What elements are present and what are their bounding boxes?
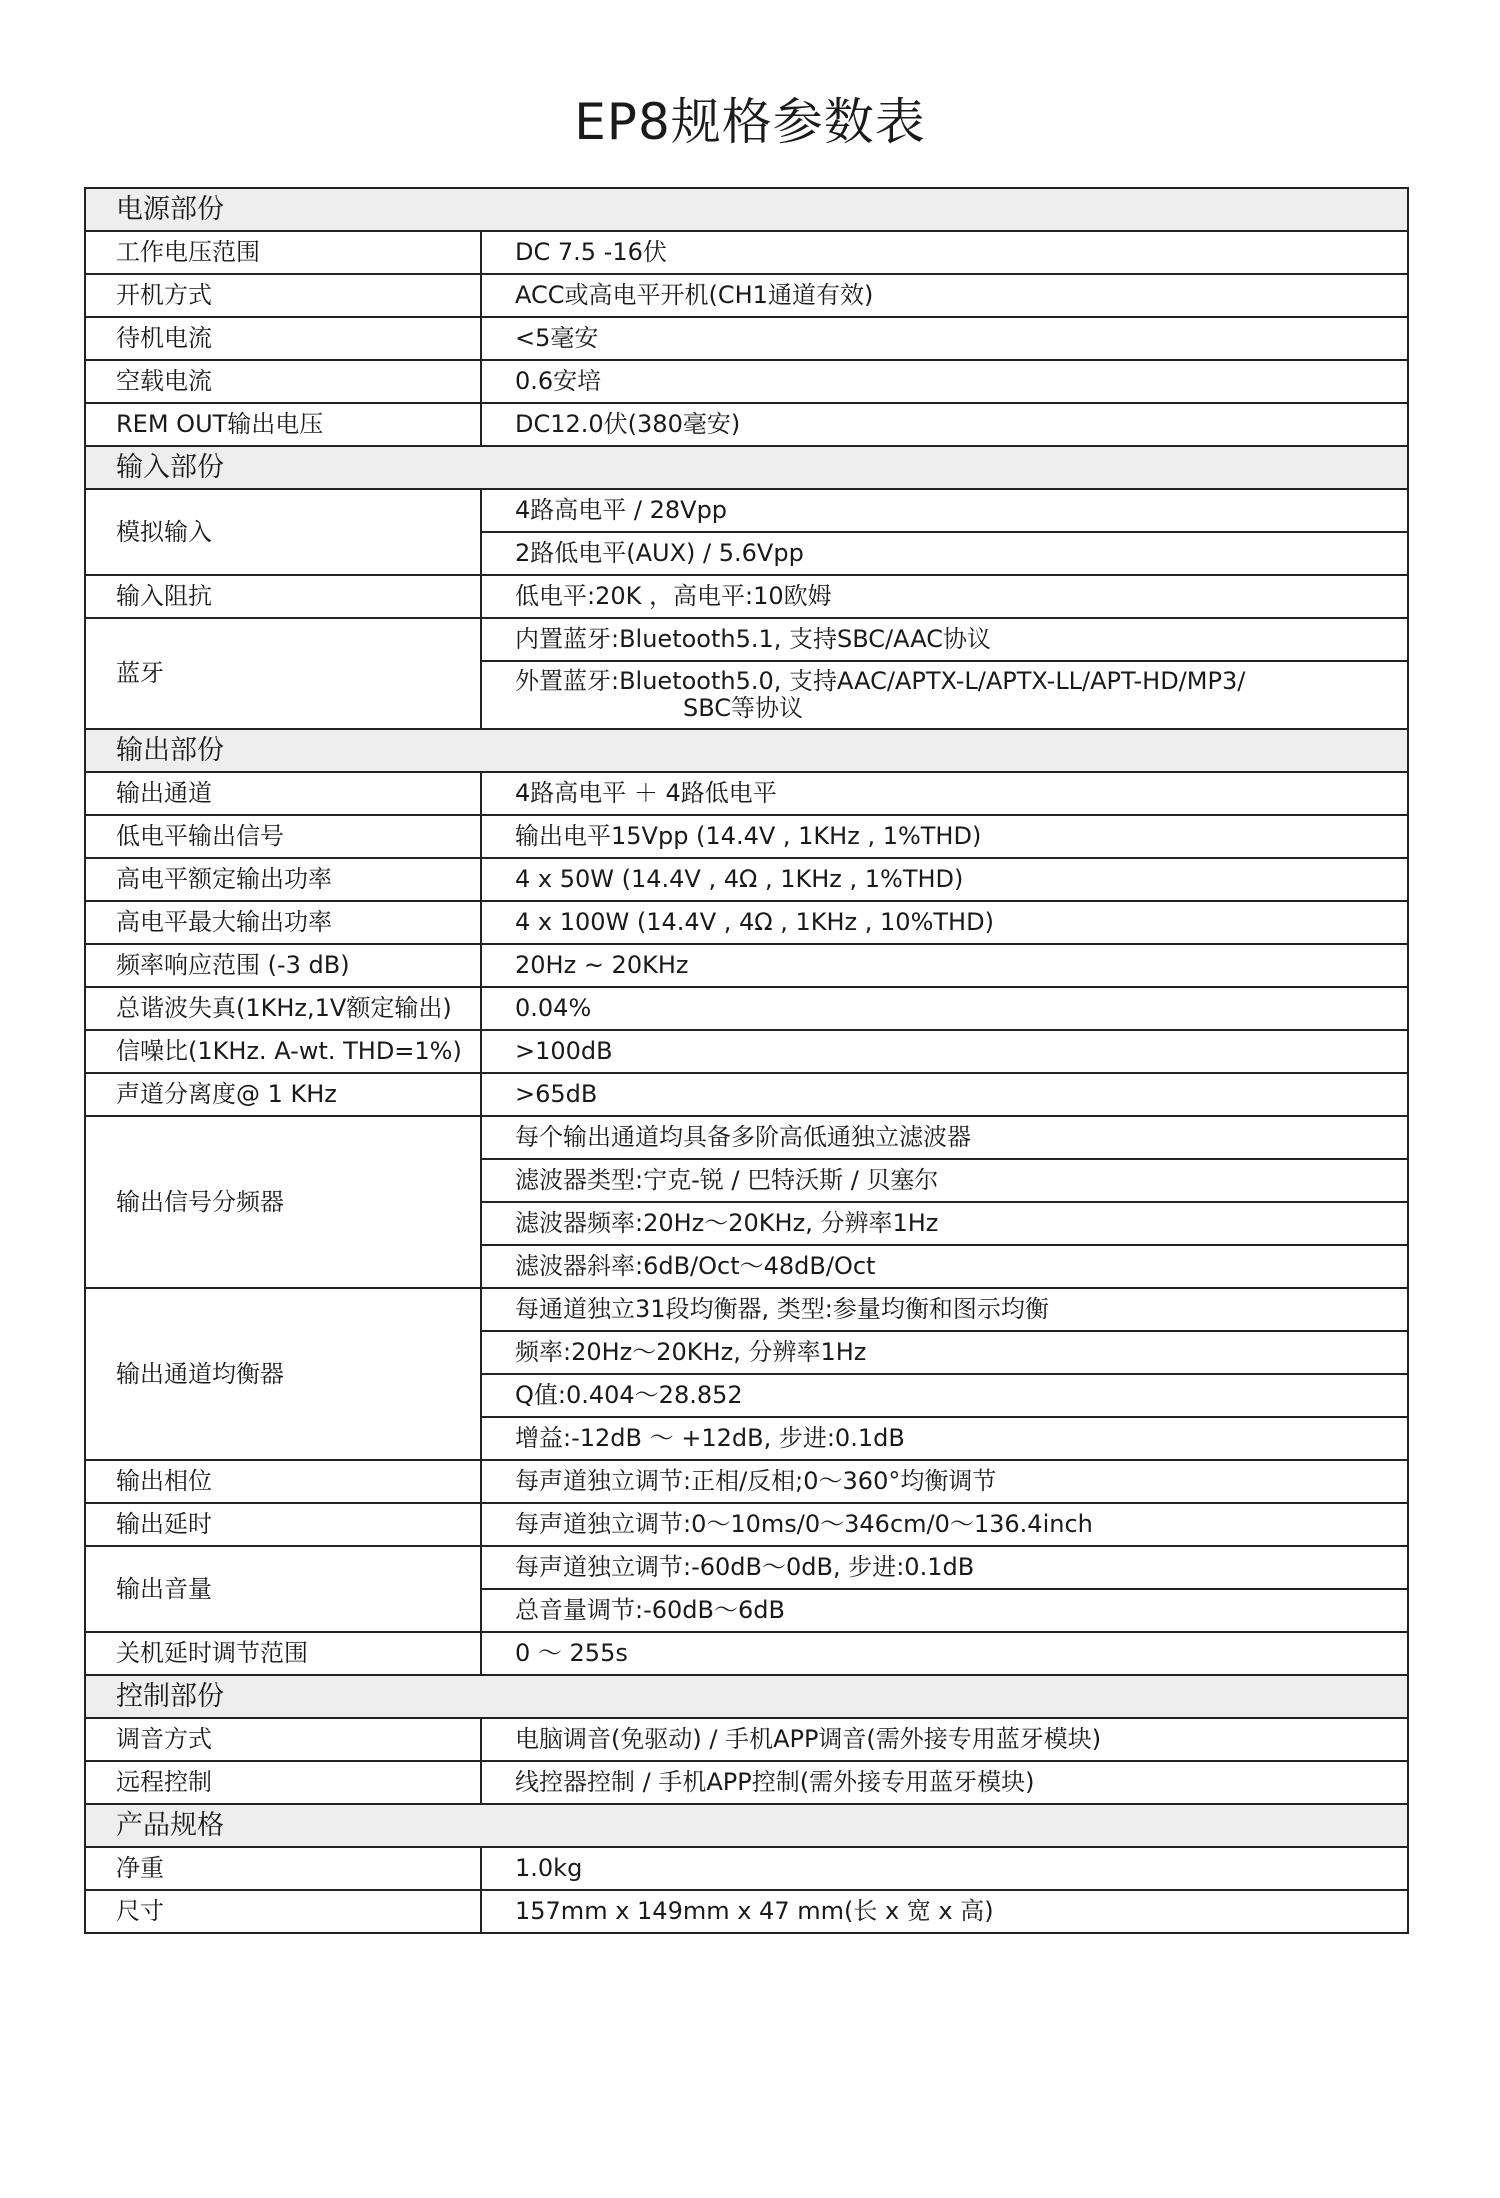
spec-value: 输出电平15Vpp (14.4V , 1KHz , 1%THD) bbox=[481, 815, 1408, 858]
spec-value-line: 外置蓝牙:Bluetooth5.0, 支持AAC/APTX-L/APTX-LL/APT-HD/MP3/ bbox=[515, 667, 1246, 695]
spec-value: 低电平:20K ，高电平:10欧姆 bbox=[481, 575, 1408, 618]
spec-label: REM OUT输出电压 bbox=[85, 403, 481, 446]
spec-label: 远程控制 bbox=[85, 1761, 481, 1804]
spec-value: 滤波器斜率:6dB/Oct〜48dB/Oct bbox=[481, 1245, 1408, 1288]
table-row bbox=[85, 1030, 1408, 1073]
spec-label: 输入阻抗 bbox=[85, 575, 481, 618]
spec-value: 2路低电平(AUX) / 5.6Vpp bbox=[481, 532, 1408, 575]
table-row bbox=[85, 618, 1408, 661]
spec-label: 信噪比(1KHz. A-wt. THD=1%) bbox=[85, 1030, 481, 1073]
table-row bbox=[85, 815, 1408, 858]
spec-label: 总谐波失真(1KHz,1V额定输出) bbox=[85, 987, 481, 1030]
spec-label: 关机延时调节范围 bbox=[85, 1632, 481, 1675]
spec-value: 每声道独立调节:正相/反相;0〜360°均衡调节 bbox=[481, 1460, 1408, 1503]
table-row bbox=[85, 772, 1408, 815]
spec-value-continuation: SBC等协议 bbox=[683, 694, 804, 722]
section-title: 控制部份 bbox=[85, 1675, 1408, 1718]
spec-value: DC 7.5 -16伏 bbox=[481, 231, 1408, 274]
spec-value: 内置蓝牙:Bluetooth5.1, 支持SBC/AAC协议 bbox=[481, 618, 1408, 661]
spec-label: 低电平输出信号 bbox=[85, 815, 481, 858]
table-row bbox=[85, 1460, 1408, 1503]
table-row bbox=[85, 1847, 1408, 1890]
section-header-product bbox=[85, 1804, 1408, 1847]
spec-value: 滤波器频率:20Hz〜20KHz, 分辨率1Hz bbox=[481, 1202, 1408, 1245]
spec-label: 声道分离度@ 1 KHz bbox=[85, 1073, 481, 1116]
table-row bbox=[85, 1073, 1408, 1116]
table-row bbox=[85, 1761, 1408, 1804]
table-row bbox=[85, 1718, 1408, 1761]
spec-value: 总音量调节:-60dB〜6dB bbox=[481, 1589, 1408, 1632]
section-title: 电源部份 bbox=[85, 188, 1408, 231]
spec-value: <5毫安 bbox=[481, 317, 1408, 360]
spec-value: ACC或高电平开机(CH1通道有效) bbox=[481, 274, 1408, 317]
spec-value: 增益:-12dB 〜 +12dB, 步进:0.1dB bbox=[481, 1417, 1408, 1460]
spec-label: 输出延时 bbox=[85, 1503, 481, 1546]
spec-label: 高电平额定输出功率 bbox=[85, 858, 481, 901]
spec-value: 20Hz ~ 20KHz bbox=[481, 944, 1408, 987]
table-row bbox=[85, 360, 1408, 403]
spec-value: 每声道独立调节:0〜10ms/0〜346cm/0〜136.4inch bbox=[481, 1503, 1408, 1546]
spec-value: >100dB bbox=[481, 1030, 1408, 1073]
spec-value: >65dB bbox=[481, 1073, 1408, 1116]
table-row bbox=[85, 1546, 1408, 1589]
spec-label: 空载电流 bbox=[85, 360, 481, 403]
section-header-output bbox=[85, 729, 1408, 772]
table-row bbox=[85, 274, 1408, 317]
table-row bbox=[85, 489, 1408, 532]
spec-value: 4 x 100W (14.4V , 4Ω , 1KHz , 10%THD) bbox=[481, 901, 1408, 944]
spec-label: 频率响应范围 (-3 dB) bbox=[85, 944, 481, 987]
spec-table bbox=[84, 187, 1409, 1934]
spec-value: 每通道独立31段均衡器, 类型:参量均衡和图示均衡 bbox=[481, 1288, 1408, 1331]
table-row bbox=[85, 987, 1408, 1030]
spec-value: 4路高电平 ＋ 4路低电平 bbox=[481, 772, 1408, 815]
table-row bbox=[85, 403, 1408, 446]
spec-label: 净重 bbox=[85, 1847, 481, 1890]
spec-label: 待机电流 bbox=[85, 317, 481, 360]
table-row bbox=[85, 231, 1408, 274]
spec-label: 尺寸 bbox=[85, 1890, 481, 1933]
spec-label: 蓝牙 bbox=[85, 618, 481, 729]
spec-value: 1.0kg bbox=[481, 1847, 1408, 1890]
table-row bbox=[85, 858, 1408, 901]
spec-value bbox=[481, 661, 1408, 729]
spec-label: 调音方式 bbox=[85, 1718, 481, 1761]
spec-label: 模拟输入 bbox=[85, 489, 481, 575]
table-row bbox=[85, 1890, 1408, 1933]
spec-value: 0 〜 255s bbox=[481, 1632, 1408, 1675]
spec-label: 输出通道均衡器 bbox=[85, 1288, 481, 1460]
spec-value: 4 x 50W (14.4V , 4Ω , 1KHz , 1%THD) bbox=[481, 858, 1408, 901]
spec-value: 每声道独立调节:-60dB〜0dB, 步进:0.1dB bbox=[481, 1546, 1408, 1589]
section-header-input bbox=[85, 446, 1408, 489]
section-title: 产品规格 bbox=[85, 1804, 1408, 1847]
table-row bbox=[85, 317, 1408, 360]
spec-value: 滤波器类型:宁克-锐 / 巴特沃斯 / 贝塞尔 bbox=[481, 1159, 1408, 1202]
table-row bbox=[85, 1503, 1408, 1546]
table-row bbox=[85, 575, 1408, 618]
spec-value: 0.04% bbox=[481, 987, 1408, 1030]
spec-value: 157mm x 149mm x 47 mm(长 x 宽 x 高) bbox=[481, 1890, 1408, 1933]
spec-value: 线控器控制 / 手机APP控制(需外接专用蓝牙模块) bbox=[481, 1761, 1408, 1804]
spec-value: 频率:20Hz〜20KHz, 分辨率1Hz bbox=[481, 1331, 1408, 1374]
section-title: 输出部份 bbox=[85, 729, 1408, 772]
section-header-control bbox=[85, 1675, 1408, 1718]
spec-label: 输出信号分频器 bbox=[85, 1116, 481, 1288]
table-row bbox=[85, 944, 1408, 987]
spec-value: 0.6安培 bbox=[481, 360, 1408, 403]
page-title: EP8规格参数表 bbox=[574, 93, 926, 151]
spec-label: 工作电压范围 bbox=[85, 231, 481, 274]
table-row bbox=[85, 1116, 1408, 1159]
spec-label: 高电平最大输出功率 bbox=[85, 901, 481, 944]
spec-label: 开机方式 bbox=[85, 274, 481, 317]
spec-label: 输出相位 bbox=[85, 1460, 481, 1503]
spec-label: 输出音量 bbox=[85, 1546, 481, 1632]
table-row bbox=[85, 1632, 1408, 1675]
section-title: 输入部份 bbox=[85, 446, 1408, 489]
spec-value: 4路高电平 / 28Vpp bbox=[481, 489, 1408, 532]
spec-label: 输出通道 bbox=[85, 772, 481, 815]
spec-value: DC12.0伏(380毫安) bbox=[481, 403, 1408, 446]
spec-value: 每个输出通道均具备多阶高低通独立滤波器 bbox=[481, 1116, 1408, 1159]
table-row bbox=[85, 901, 1408, 944]
spec-value: 电脑调音(免驱动) / 手机APP调音(需外接专用蓝牙模块) bbox=[481, 1718, 1408, 1761]
section-header-power bbox=[85, 188, 1408, 231]
spec-value: Q值:0.404〜28.852 bbox=[481, 1374, 1408, 1417]
table-row bbox=[85, 1288, 1408, 1331]
